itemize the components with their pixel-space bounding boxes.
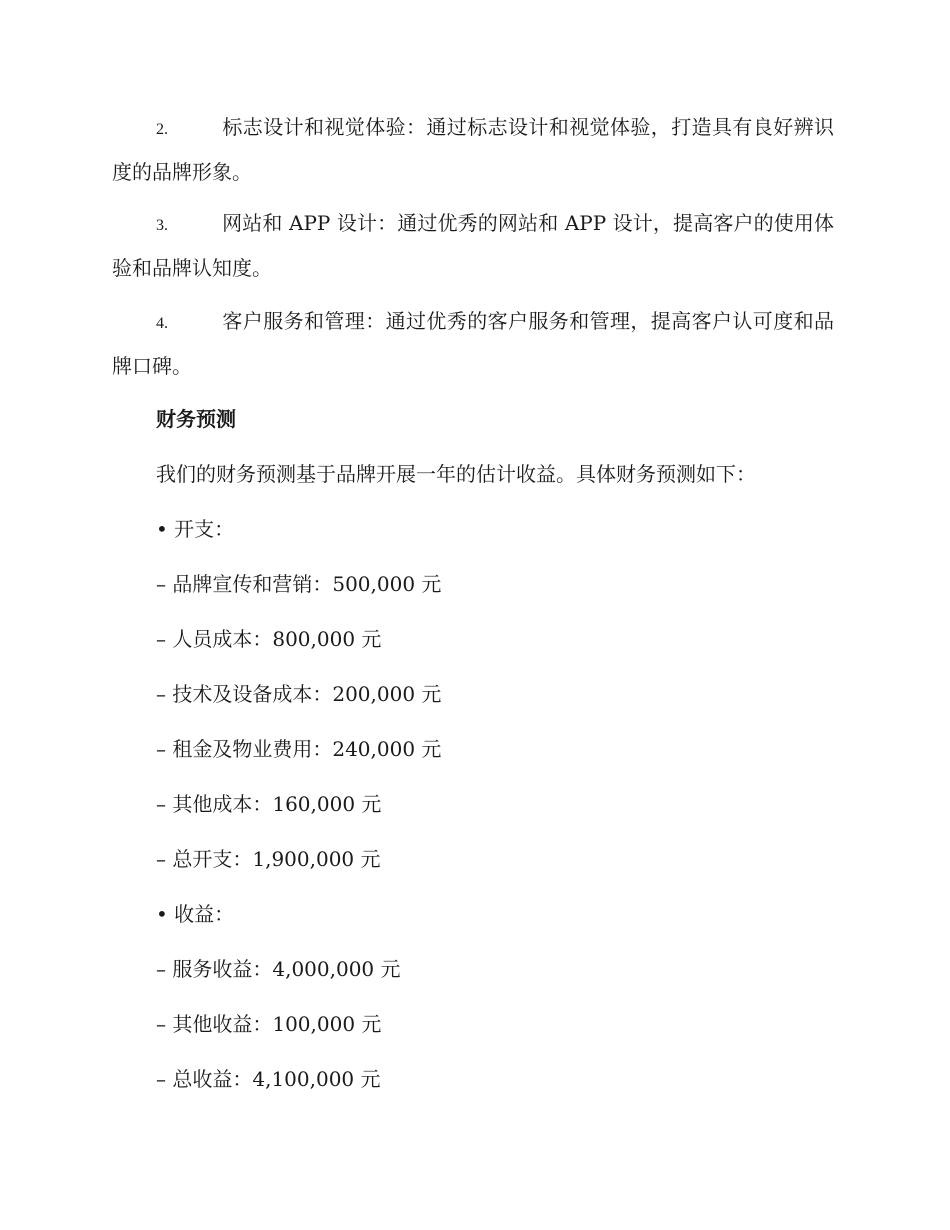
item-number: 2.: [156, 121, 168, 138]
numbered-item-2: [112, 106, 834, 193]
expense-item: – 品牌宣传和营销：500,000 元: [156, 572, 442, 596]
revenue-item: – 其他收益：100,000 元: [156, 1012, 382, 1036]
item-text: 标志设计和视觉体验：通过标志设计和视觉体验，打造具有良好辨识度的品牌形象。: [112, 115, 834, 184]
numbered-item-3: [112, 202, 834, 289]
item-number: 3.: [156, 217, 168, 234]
expense-total: – 总开支：1,900,000 元: [156, 847, 381, 871]
revenue-label: • 收益：: [156, 902, 235, 926]
expense-item: – 人员成本：800,000 元: [156, 627, 382, 651]
numbered-item-4: [112, 300, 834, 387]
item-text: 客户服务和管理：通过优秀的客户服务和管理，提高客户认可度和品牌口碑。: [112, 309, 834, 378]
revenue-item: – 服务收益：4,000,000 元: [156, 957, 401, 981]
section-heading: 财务预测: [156, 407, 236, 431]
expense-item: – 租金及物业费用：240,000 元: [156, 737, 442, 761]
expense-item: – 技术及设备成本：200,000 元: [156, 682, 442, 706]
expense-item: – 其他成本：160,000 元: [156, 792, 382, 816]
expenses-label: • 开支：: [156, 517, 235, 541]
intro-paragraph: 我们的财务预测基于品牌开展一年的估计收益。具体财务预测如下：: [156, 462, 756, 486]
item-text: 网站和 APP 设计：通过优秀的网站和 APP 设计，提高客户的使用体验和品牌认知度。: [112, 211, 834, 280]
revenue-total: – 总收益：4,100,000 元: [156, 1067, 381, 1091]
item-number: 4.: [156, 315, 168, 332]
